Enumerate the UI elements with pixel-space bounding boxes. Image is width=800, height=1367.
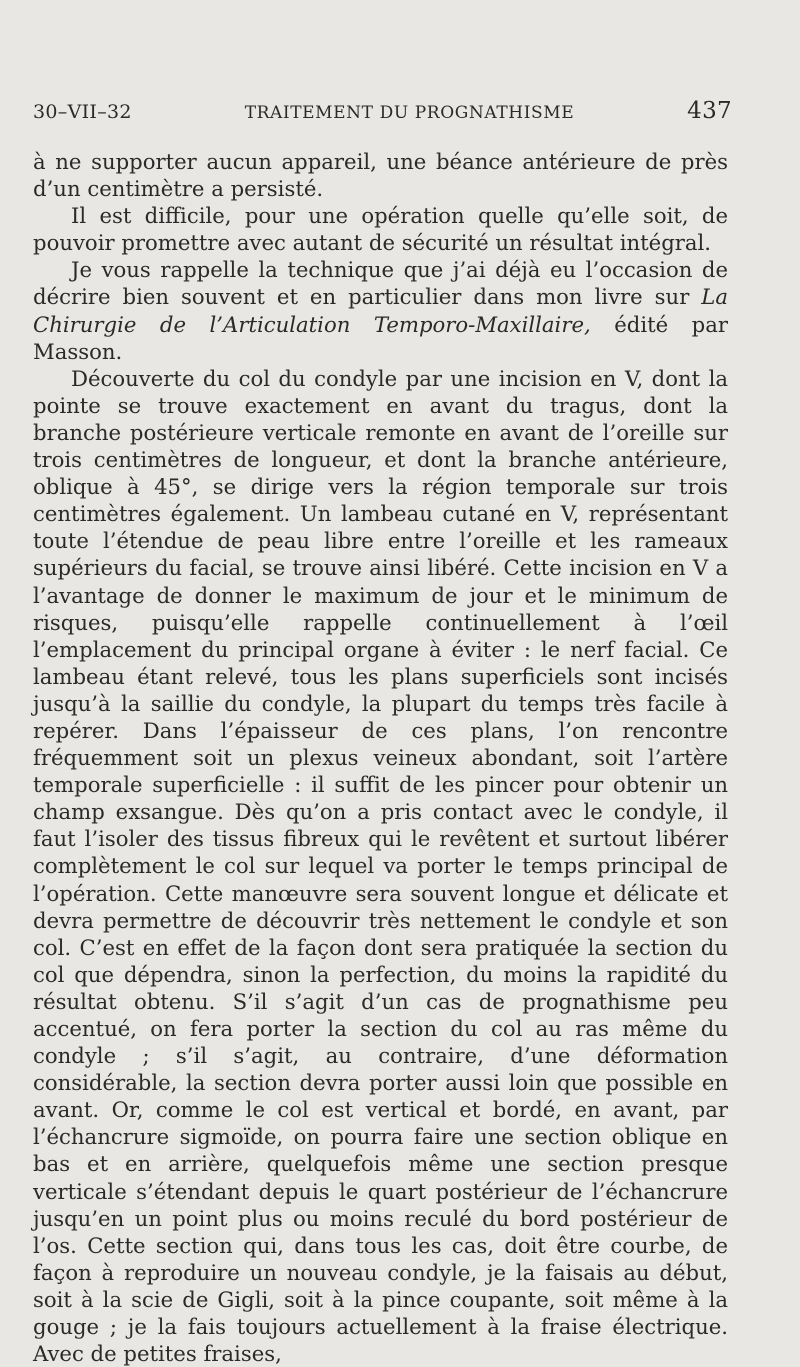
paragraph-4: Découverte du col du condyle par une incision en V, dont la pointe se trouve exactement en avant du tragus, dont la branche postérieure verticale remonte en avant de l’oreille sur trois centimètres de longueur, et dont la branche antérieure, oblique à 45°, se dirige vers la région temporale sur trois centimètres également. Un lambeau cutané en V, représentant toute l’étendue de peau libre entre l’oreille et les rameaux supérieurs du facial, se trouve ainsi libéré. Cette incision en V a l’avantage de donner le maximum de jour et le minimum de risques, puisqu’elle rappelle continuellement à l’œil l’emplacement du principal organe à éviter : le nerf facial. Ce lambeau étant relevé, tous les plans superficiels sont incisés jusqu’à la saillie du condyle, la plupart du temps très facile à repérer. Dans l’épaisseur de ces plans, l’on rencontre fréquemment soit un plexus veineux abondant, soit l’artère temporale superficielle : il suffit de les pincer pour obtenir un champ exsangue. Dès qu’on a pris contact avec le condyle, il faut l’isoler des tissus fibreux qui le revêtent et surtout libérer complètement le col sur lequel va porter le temps principal de l’opération. Cette manœuvre sera souvent longue et délicate et devra permettre de découvrir très nettement le condyle et son col. C’est en effet de la façon dont sera pratiquée la section du col que dépendra, sinon la perfection, du moins la rapidité du résultat obtenu. S’il s’agit d’un cas de prognathisme peu accentué, on fera porter la section du col au ras même du condyle ; s’il s’agit, au contraire, d’une déformation considérable, la section devra porter aussi loin que possible en avant. Or, comme le col est vertical et bordé, en avant, par l’échancrure sigmoïde, on pourra faire une section oblique en bas et en arrière, quelquefois même une section presque verticale s’étendant depuis le quart postérieur de l’échancrure jusqu’en un point plus ou moins reculé du bord postérieur de l’os. Cette section qui, dans tous les cas, doit être courbe, de façon à reproduire un nouveau condyle, je la faisais au début, soit à la scie de Gigli, soit à la pince coupante, soit même à la gouge ; je la fais toujours actuellement à la fraise électrique. Avec de petites fraises,: [33, 365, 728, 1367]
body-text: [33, 148, 728, 1367]
paragraph-1: à ne supporter aucun appareil, une béance antérieure de près d’un centimètre a persisté.: [33, 149, 728, 202]
header-date: 30–VII–32: [33, 101, 132, 123]
paragraph-3-text-after: édité par Masson.: [33, 311, 728, 364]
page-number: 437: [687, 98, 732, 124]
paragraph-3-text-before: Je vous rappelle la technique que j’ai déjà eu l’occasion de décrire bien souvent et en particulier dans mon livre sur: [33, 257, 728, 310]
paragraph-3: [33, 256, 728, 364]
paragraph-2: Il est difficile, pour une opération quelle qu’elle soit, de pouvoir promettre avec autant de sécurité un résultat intégral.: [33, 203, 728, 256]
book-title-italic: La Chirurgie de l’Articulation Temporo-Maxillaire,: [33, 284, 728, 337]
running-header: [33, 98, 732, 138]
running-title: TRAITEMENT DU PROGNATHISME: [244, 103, 575, 123]
